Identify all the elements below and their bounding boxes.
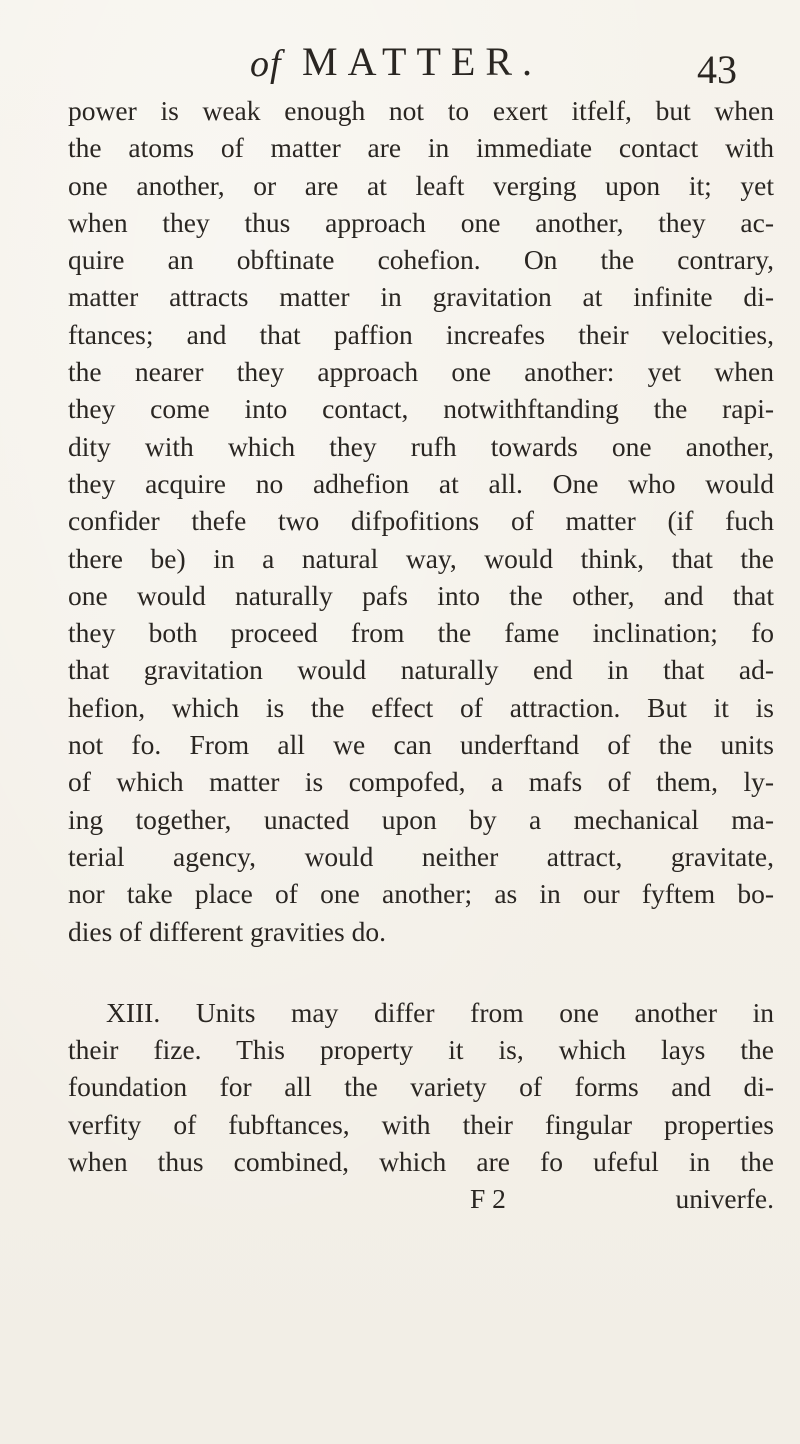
text-line: there be) in a natural way, would think, that the bbox=[68, 542, 774, 574]
text-line: when thus combined, which are fo ufeful in the bbox=[68, 1146, 774, 1178]
paragraph-2 bbox=[68, 994, 774, 1180]
text-line: they both proceed from the fame inclination; fo bbox=[68, 617, 774, 649]
paragraph-gap bbox=[68, 950, 774, 994]
catchword: univerfe. bbox=[675, 1183, 774, 1215]
text-line: one another, or are at leaft verging upon it; yet bbox=[68, 169, 774, 201]
text-line: quire an obftinate cohefion. On the contrary, bbox=[68, 244, 774, 276]
text-line: they acquire no adhefion at all. One who would bbox=[68, 467, 774, 499]
text-line: of which matter is compofed, a mafs of them, ly- bbox=[68, 766, 774, 798]
text-line: dies of different gravities do. bbox=[68, 915, 386, 947]
text-line: nor take place of one another; as in our fyftem bo- bbox=[68, 878, 774, 910]
text-line: one would naturally pafs into the other, and that bbox=[68, 579, 774, 611]
header-title: MATTER. bbox=[302, 39, 542, 84]
page-body bbox=[68, 92, 774, 1217]
signature-mark: F 2 bbox=[470, 1183, 506, 1215]
header-of: of bbox=[250, 43, 282, 85]
text-line: the nearer they approach one another: yet when bbox=[68, 356, 774, 388]
text-line: dity with which they rufh towards one another, bbox=[68, 430, 774, 462]
text-line: that gravitation would naturally end in that ad- bbox=[68, 654, 774, 686]
text-line: ftances; and that paffion increafes their velocities, bbox=[68, 318, 774, 350]
text-line: matter attracts matter in gravitation at infinite di- bbox=[68, 281, 774, 313]
text-line: verfity of fubftances, with their fingular properties bbox=[68, 1108, 774, 1140]
text-line: their fize. This property it is, which lays the bbox=[68, 1034, 774, 1066]
page-number: 43 bbox=[697, 47, 737, 92]
text-line: not fo. From all we can underftand of the units bbox=[68, 729, 774, 761]
text-line: confider thefe two difpofitions of matter (if fuch bbox=[68, 505, 774, 537]
running-header bbox=[0, 36, 800, 96]
text-line: foundation for all the variety of forms and di- bbox=[68, 1071, 774, 1103]
text-line: they come into contact, notwithftanding the rapi- bbox=[68, 393, 774, 425]
text-line: XIII. Units may differ from one another in bbox=[106, 996, 774, 1028]
text-line: the atoms of matter are in immediate contact with bbox=[68, 132, 774, 164]
text-line: hefion, which is the effect of attraction. But it is bbox=[68, 691, 774, 723]
paragraph-1 bbox=[68, 92, 774, 950]
text-line: power is weak enough not to exert itfelf, but when bbox=[68, 95, 774, 126]
text-line: ing together, unacted upon by a mechanical ma- bbox=[68, 803, 774, 835]
page-footer bbox=[68, 1180, 774, 1217]
text-line: terial agency, would neither attract, gravitate, bbox=[68, 840, 774, 872]
text-line: when they thus approach one another, they ac- bbox=[68, 206, 774, 238]
